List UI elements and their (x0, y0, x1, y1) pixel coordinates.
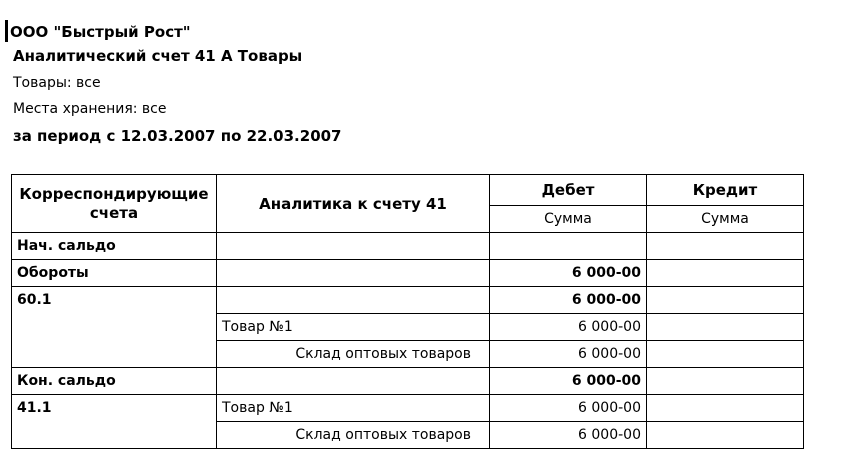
analytics-cell (217, 368, 490, 395)
row-label: 41.1 (12, 395, 217, 449)
analytics-cell (217, 233, 490, 260)
debit-cell: 6 000-00 (490, 368, 647, 395)
header-debit: Дебет (490, 175, 647, 206)
credit-cell (647, 341, 804, 368)
analytics-cell (217, 287, 490, 314)
report-table (11, 174, 804, 449)
row-label: 60.1 (12, 287, 217, 368)
debit-cell: 6 000-00 (490, 422, 647, 449)
credit-cell (647, 260, 804, 287)
report-period: за период с 12.03.2007 по 22.03.2007 (13, 127, 342, 145)
table-row (12, 260, 804, 287)
row-label: Кон. сальдо (12, 368, 217, 395)
debit-cell: 6 000-00 (490, 341, 647, 368)
analytics-cell: Товар №1 (217, 395, 490, 422)
row-label: Нач. сальдо (12, 233, 217, 260)
credit-cell (647, 422, 804, 449)
header-credit: Кредит (647, 175, 804, 206)
table-header-row (12, 175, 804, 206)
credit-cell (647, 314, 804, 341)
table-row (12, 395, 804, 422)
storage-filter: Места хранения: все (13, 101, 167, 117)
debit-cell (490, 233, 647, 260)
row-label: Обороты (12, 260, 217, 287)
credit-cell (647, 287, 804, 314)
subheader-credit-sum: Сумма (647, 206, 804, 233)
debit-cell: 6 000-00 (490, 314, 647, 341)
table-row (12, 233, 804, 260)
table-row (12, 287, 804, 314)
analytics-cell: Склад оптовых товаров (217, 341, 490, 368)
header-analytics: Аналитика к счету 41 (217, 175, 490, 233)
credit-cell (647, 368, 804, 395)
debit-cell: 6 000-00 (490, 395, 647, 422)
debit-cell: 6 000-00 (490, 260, 647, 287)
analytics-cell: Склад оптовых товаров (217, 422, 490, 449)
subheader-debit-sum: Сумма (490, 206, 647, 233)
credit-cell (647, 233, 804, 260)
report-title: Аналитический счет 41 А Товары (13, 47, 303, 65)
debit-cell: 6 000-00 (490, 287, 647, 314)
analytics-cell (217, 260, 490, 287)
header-corr-accounts: Корреспондирующие счета (12, 175, 217, 233)
organization-name: ООО "Быстрый Рост" (10, 23, 191, 41)
goods-filter: Товары: все (13, 75, 101, 91)
analytics-cell: Товар №1 (217, 314, 490, 341)
credit-cell (647, 395, 804, 422)
table-row (12, 368, 804, 395)
text-cursor (5, 20, 8, 42)
